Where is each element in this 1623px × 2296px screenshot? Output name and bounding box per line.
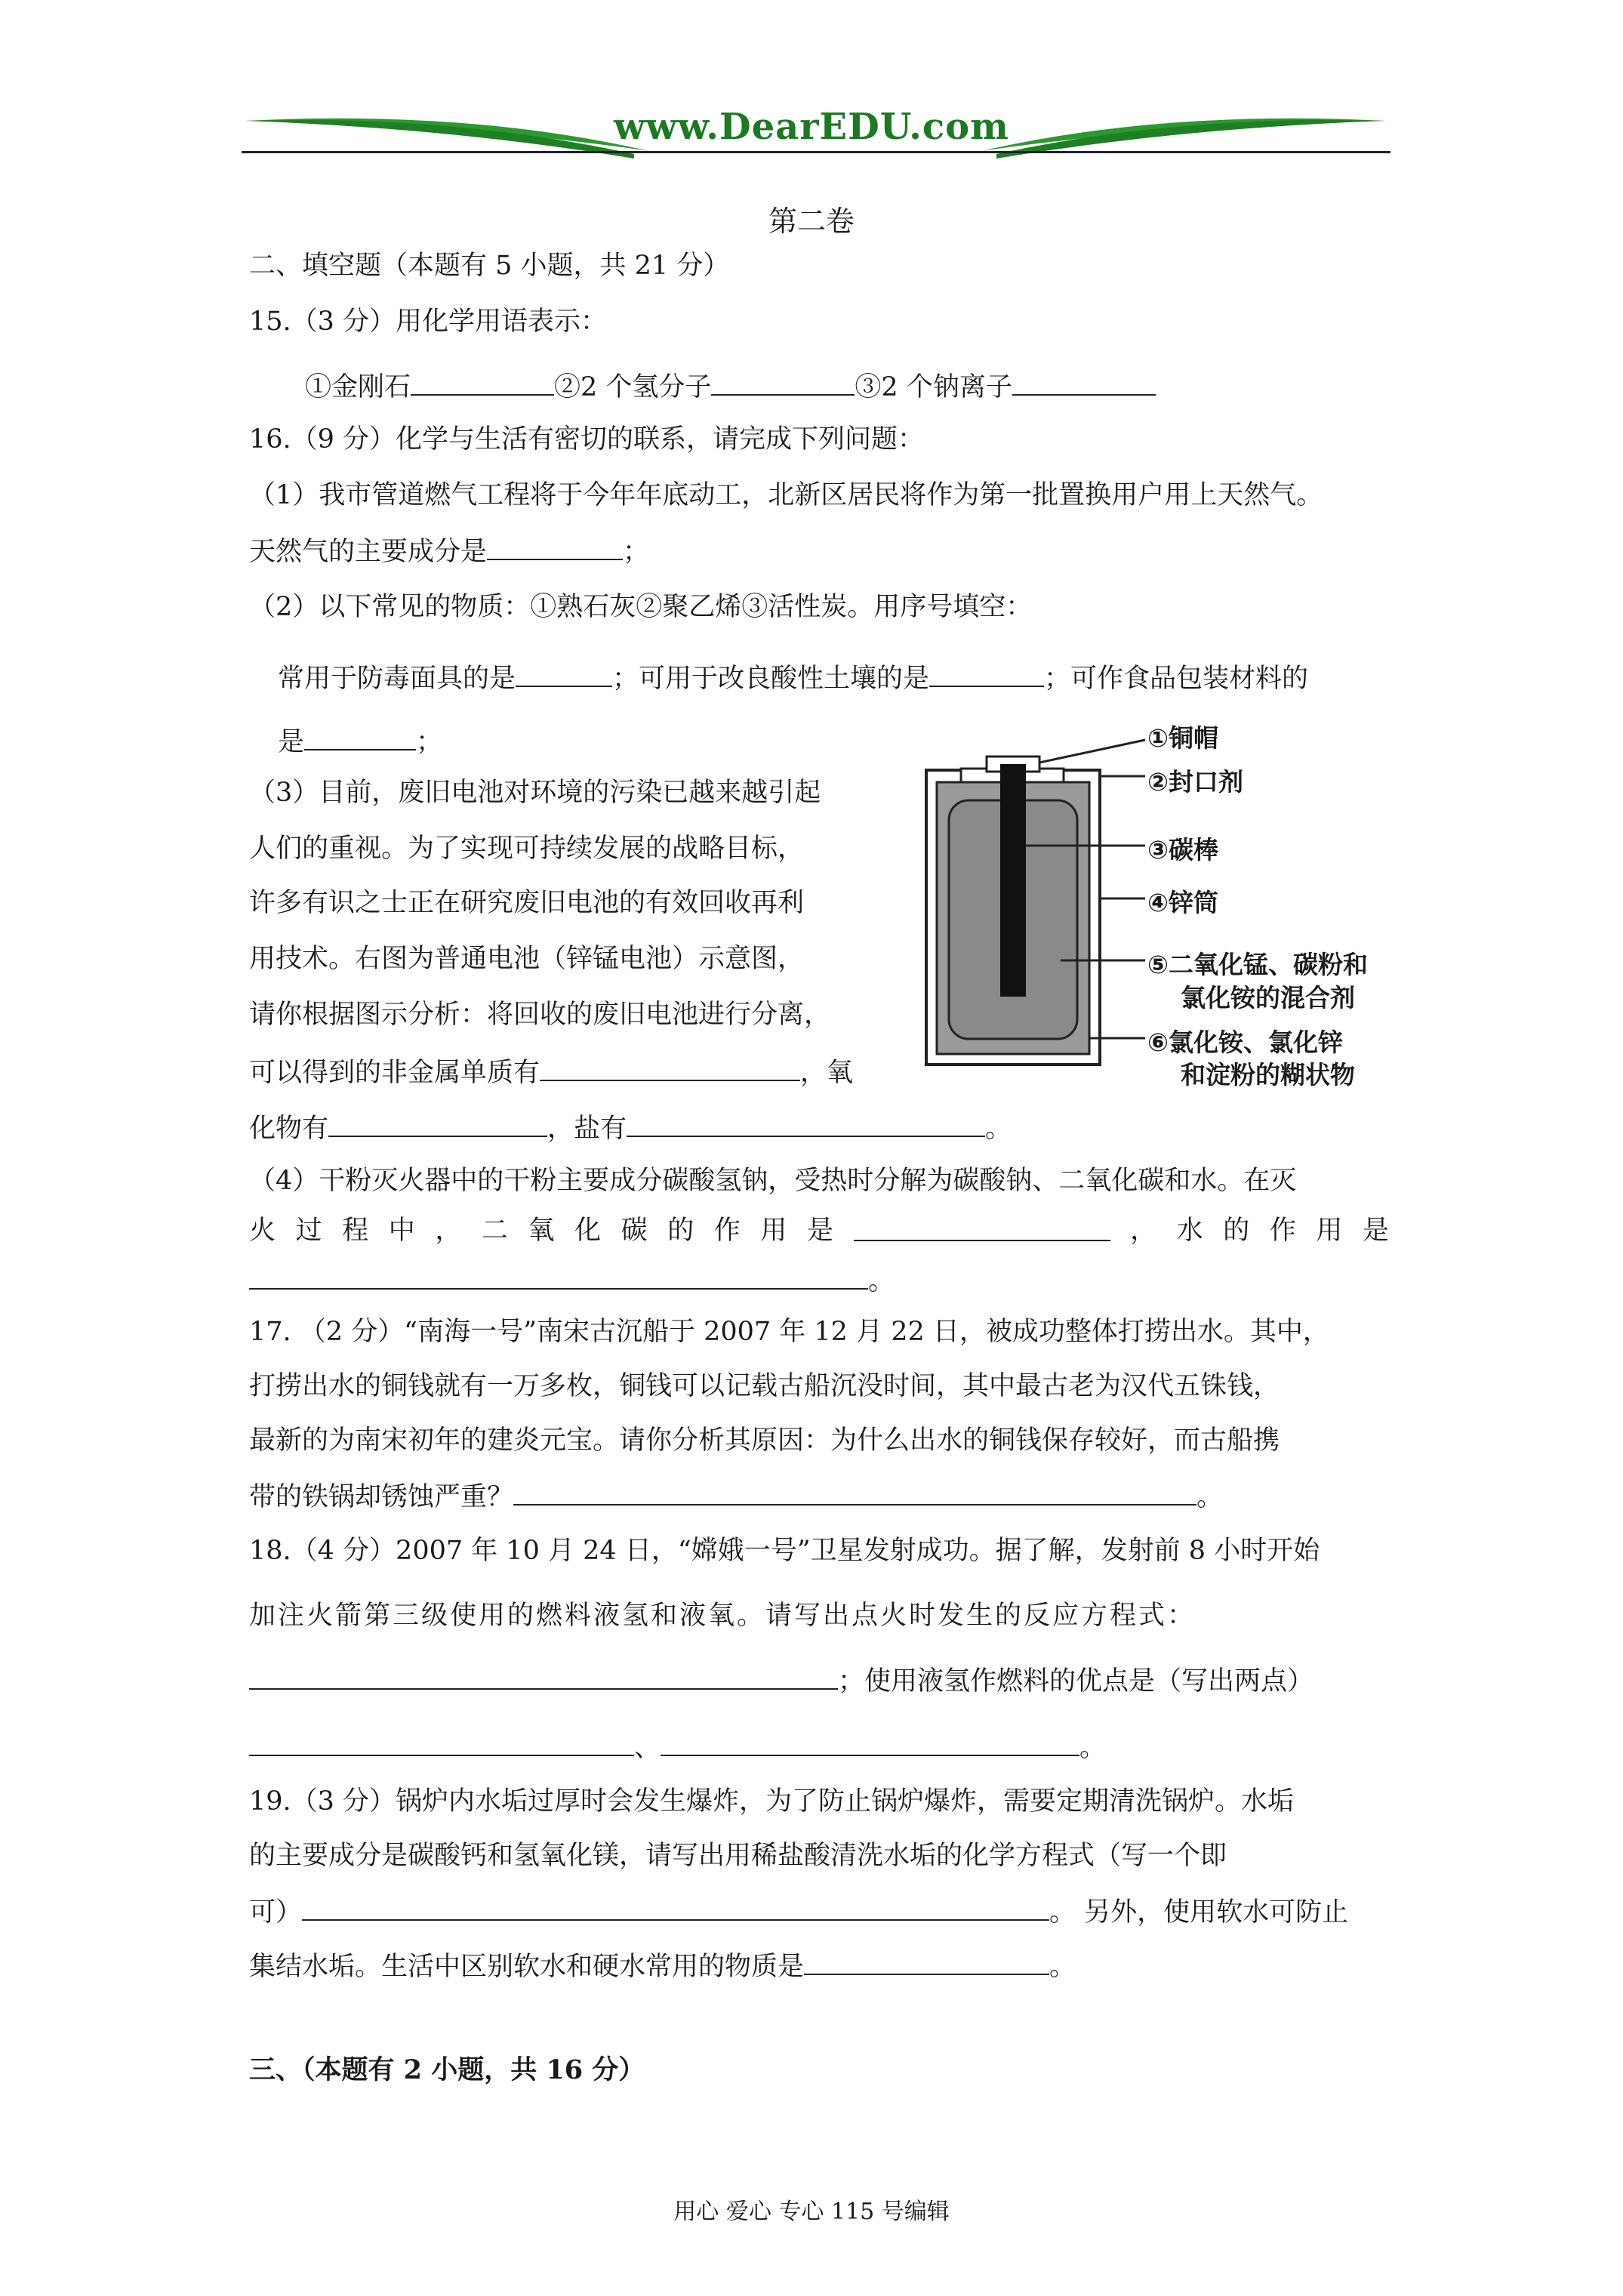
diagram-label-6b: 和淀粉的糊状物 (1181, 1060, 1355, 1089)
q16-p1-end: ； (623, 537, 650, 567)
q18-end: 。 (1079, 1733, 1107, 1763)
section-heading: 二、填空题（本题有 5 小题，共 21 分） (249, 251, 730, 281)
q16-p4-line2 (249, 1214, 1389, 1247)
q17-line3: 最新的为南宋初年的建炎元宝。请你分析其原因：为什么出水的铜钱保存较好，而古船携 (249, 1425, 1280, 1456)
q17-line1: 17. （2 分）“南海一号”南宋古沉船于 2007 年 12 月 22 日，被成功整体打捞出水。其中， (249, 1317, 1329, 1347)
diagram-label-2: ②封口剂 (1147, 767, 1243, 797)
char: 火 (249, 1216, 276, 1246)
answer-blank[interactable] (302, 1894, 1049, 1921)
answer-blank[interactable] (516, 660, 612, 687)
diagram-label-1: ①铜帽 (1147, 723, 1218, 753)
q16-p2-end: ； (416, 727, 443, 757)
char: 的 (667, 1216, 694, 1246)
q16-p3-line6 (249, 1054, 853, 1089)
q16-p4-line1: （4）干粉灭火器中的干粉主要成分碳酸氢钠，受热时分解为碳酸钠、二氧化碳和水。在灭 (249, 1166, 1297, 1196)
char: 作 (1269, 1216, 1296, 1246)
char: 程 (342, 1216, 369, 1246)
q19-line1: 19.（3 分）锅炉内水垢过厚时会发生爆炸，为了防止锅炉爆炸，需要定期清洗锅炉。水垢 (249, 1786, 1295, 1817)
q15-item-3: ③2 个钠离子 (855, 372, 1012, 402)
char: 的 (1223, 1216, 1250, 1246)
q16-p2-line1: （2）以下常见的物质：①熟石灰②聚乙烯③活性炭。用序号填空： (249, 592, 1033, 622)
q16-p3-line5: 请你根据图示分析：将回收的废旧电池进行分离， (249, 1000, 831, 1030)
diagram-label-4: ④锌筒 (1147, 888, 1218, 917)
q15-item-1: ①金刚石 (305, 372, 411, 402)
answer-blank[interactable] (627, 1110, 985, 1137)
char: 碳 (621, 1216, 648, 1246)
q16-p4-line3 (249, 1262, 895, 1298)
q17-line2: 打捞出水的铜钱就有一万多枚，铜钱可以记载古船沉没时间，其中最古老为汉代五铢钱， (249, 1371, 1280, 1401)
q16-p3-line3: 许多有识之士正在研究废旧电池的有效回收再利 (249, 888, 805, 918)
char: 用 (1316, 1216, 1343, 1246)
q18-line2: 加注火箭第三级使用的燃料液氢和液氧。请写出点火时发生的反应方程式： (249, 1601, 1196, 1631)
char: 化 (574, 1216, 602, 1246)
q16-p3-text-a: 可以得到的非金属单质有 (249, 1058, 540, 1088)
section3-heading: 三、（本题有 2 小题，共 16 分） (249, 2054, 645, 2085)
q19-text-c: 集结水垢。生活中区别软水和硬水常用的物质是 (249, 1952, 805, 1982)
diagram-label-3: ③碳棒 (1147, 835, 1218, 864)
q16-p4-end: 。 (868, 1266, 895, 1296)
diagram-label-5: ⑤二氧化锰、碳粉和 (1147, 950, 1368, 979)
char: 是 (1362, 1216, 1389, 1246)
q19-line2: 的主要成分是碳酸钙和氢氧化镁，请写出用稀盐酸清洗水垢的化学方程式（写一个即 (249, 1841, 1227, 1871)
answer-blank[interactable] (487, 533, 623, 560)
char: 是 (806, 1216, 833, 1246)
site-logo[interactable]: www.DearEDU.com (614, 106, 1009, 148)
header-rule (242, 151, 1390, 153)
char: 中 (388, 1216, 415, 1246)
answer-blank[interactable] (304, 723, 416, 750)
q16-p3-end: 。 (985, 1114, 1012, 1144)
answer-blank[interactable] (661, 1729, 1079, 1756)
char: ， (1130, 1216, 1157, 1246)
page-title: 第二卷 (768, 205, 855, 238)
q16-p2-line3 (278, 723, 442, 759)
answer-blank[interactable] (711, 368, 855, 396)
q18-line1: 18.（4 分）2007 年 10 月 24 日，“嫦娥一号”卫星发射成功。据了解，发射前 8 小时开始 (249, 1536, 1320, 1566)
answer-blank[interactable] (854, 1214, 1110, 1241)
q17-end: 。 (1196, 1482, 1224, 1512)
q16-p3-text-b: ，氧 (800, 1058, 854, 1088)
q16-p1-text: 天然气的主要成分是 (249, 537, 488, 567)
carbon-rod (1000, 764, 1026, 997)
q16-p2-text-d: 是 (278, 727, 305, 757)
q15-stem: 15.（3 分）用化学用语表示： (249, 307, 608, 337)
q16-p2-text-a: 常用于防毒面具的是 (278, 664, 516, 694)
char: ， (435, 1216, 462, 1246)
q16-p3-line1: （3）目前，废旧电池对环境的污染已越来越引起 (249, 778, 821, 808)
q19-line4 (249, 1948, 1076, 1983)
answer-blank[interactable] (249, 1663, 838, 1690)
q18-line3 (249, 1663, 1313, 1698)
answer-blank[interactable] (929, 660, 1044, 687)
char: 二 (481, 1216, 508, 1246)
answer-blank[interactable] (328, 1110, 547, 1137)
q16-stem: 16.（9 分）化学与生活有密切的联系，请完成下列问题： (249, 424, 925, 455)
q16-p3-line7 (249, 1110, 1012, 1145)
q16-p1-line2 (249, 533, 649, 569)
q16-p1-line1: （1）我市管道燃气工程将于今年年底动工，北新区居民将作为第一批置换用户用上天然气。 (249, 480, 1323, 510)
q19-text-b: 。 另外，使用软水可防止 (1049, 1897, 1349, 1928)
q16-p2-text-c: ；可作食品包装材料的 (1044, 664, 1309, 694)
answer-blank[interactable] (513, 1478, 1196, 1505)
char: 氧 (528, 1216, 555, 1246)
q18-line4 (249, 1729, 1106, 1764)
q16-p2-text-b: ；可用于改良酸性土壤的是 (612, 664, 930, 694)
q17-line4 (249, 1478, 1223, 1514)
answer-blank[interactable] (1012, 368, 1156, 396)
diagram-label-5b: 氯化铵的混合剂 (1181, 983, 1355, 1012)
char: 过 (295, 1216, 322, 1246)
q16-p2-line2 (278, 660, 1308, 695)
q19-text-a: 可） (249, 1897, 303, 1928)
q18-text: ；使用液氢作燃料的优点是（写出两点） (838, 1666, 1314, 1697)
q19-end: 。 (1049, 1952, 1076, 1982)
page-footer: 用心 爱心 专心 115 号编辑 (673, 2199, 950, 2225)
char: 用 (760, 1216, 787, 1246)
answer-blank[interactable] (249, 1729, 634, 1756)
q16-p3-line4: 用技术。右图为普通电池（锌锰电池）示意图， (249, 944, 805, 974)
q17-text: 带的铁锅却锈蚀严重？ (249, 1482, 514, 1512)
answer-blank[interactable] (540, 1054, 800, 1081)
q19-line3 (249, 1894, 1348, 1929)
q16-p3-line2: 人们的重视。为了实现可持续发展的战略目标， (249, 834, 805, 864)
q15-item-2: ②2 个氢分子 (554, 372, 712, 402)
answer-blank[interactable] (411, 368, 554, 396)
q15-items (305, 368, 1156, 404)
char: 作 (713, 1216, 741, 1246)
answer-blank[interactable] (249, 1262, 868, 1290)
q16-p3-text-d: ，盐有 (547, 1114, 627, 1144)
answer-blank[interactable] (804, 1948, 1049, 1975)
q16-p3-text-c: 化物有 (249, 1114, 329, 1144)
char: 水 (1176, 1216, 1203, 1246)
diagram-label-6: ⑥氯化铵、氯化锌 (1147, 1028, 1343, 1057)
q18-sep: 、 (634, 1733, 661, 1763)
